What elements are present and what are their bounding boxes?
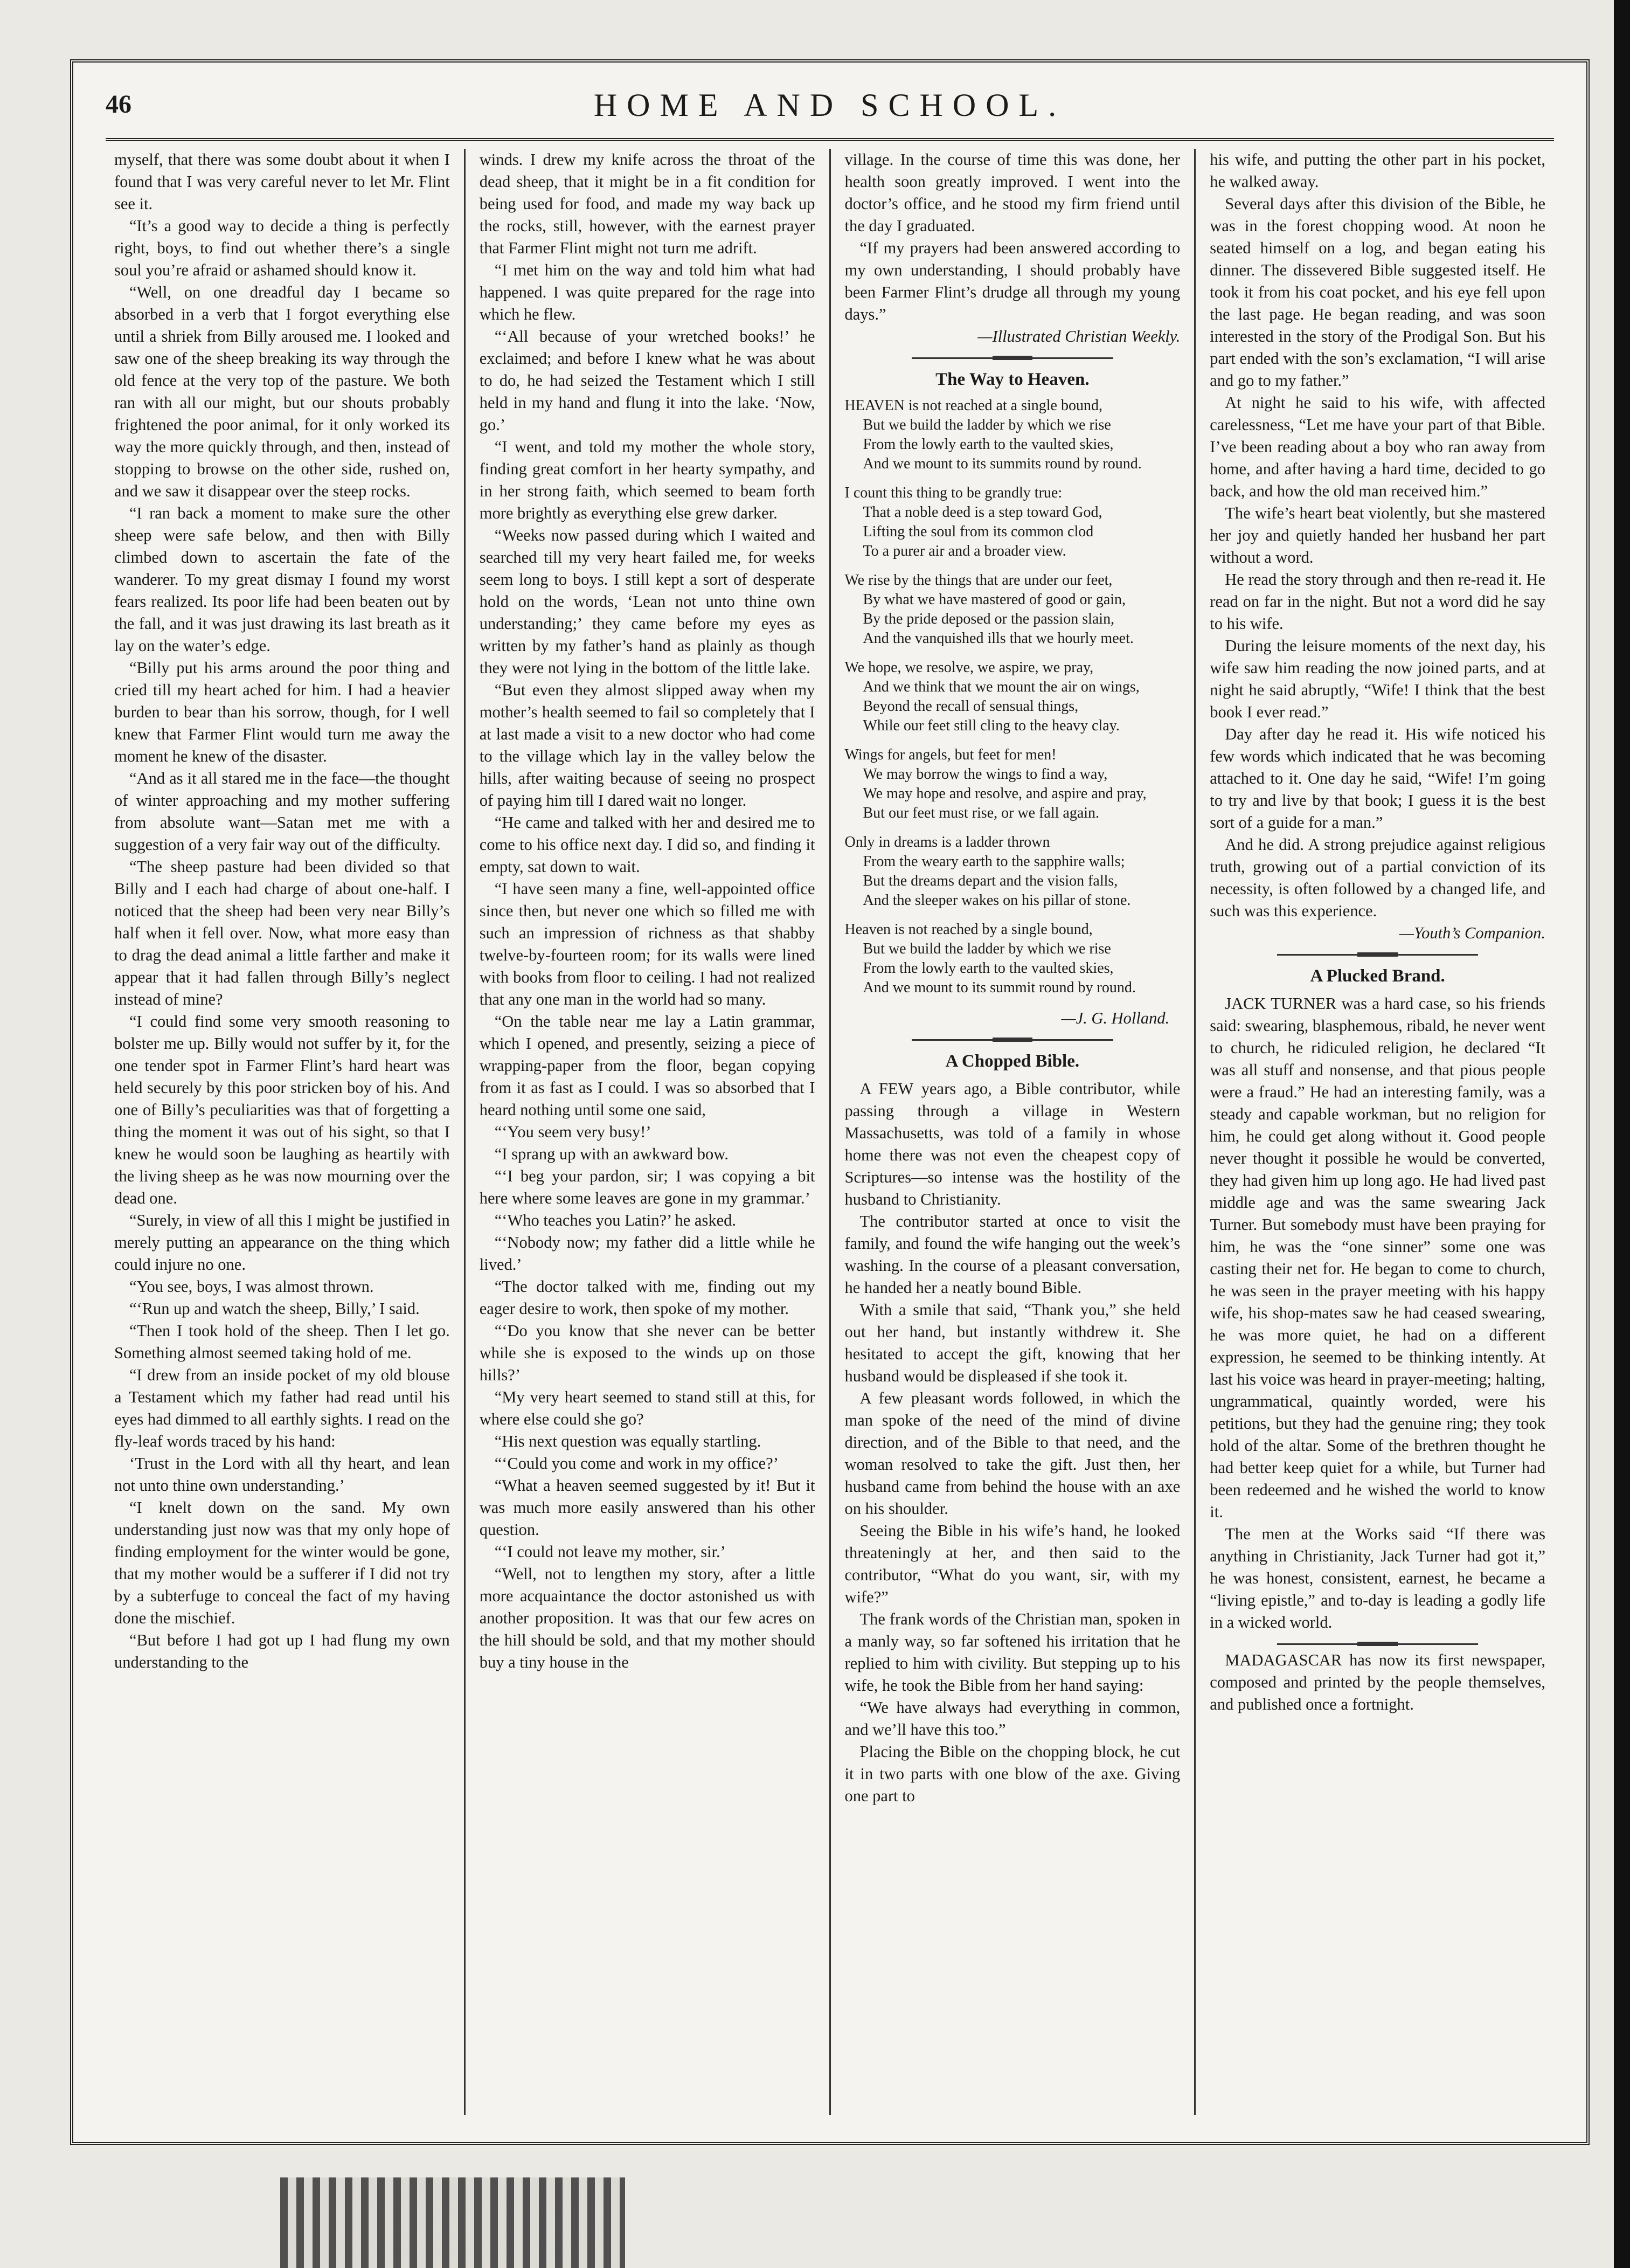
paragraph: The wife’s heart beat violently, but she mastered her joy and quietly handed her husband her part without a word. bbox=[1210, 504, 1545, 566]
paragraph: During the leisure moments of the next day, his wife saw him reading the now joined parts, and at night he said abruptly, “Wife! I think that the best book I ever read.” bbox=[1210, 637, 1545, 721]
paragraph: “What a heaven seemed suggested by it! But it was much more easily answered than his other question. bbox=[479, 1476, 815, 1539]
poem-line: From the weary earth to the sapphire walls; bbox=[863, 853, 1125, 870]
paragraph: A few pleasant words followed, in which the man spoke of the need of the mind of divine direction, and of the Bible to that need, and the woman resolved to take the gift. Just then, her husband came from behind the house with an axe on his shoulder. bbox=[844, 1389, 1181, 1518]
poem-line: And the sleeper wakes on his pillar of stone. bbox=[863, 892, 1131, 909]
column-3 bbox=[829, 149, 1195, 2115]
poem-line: That a noble deed is a step toward God, bbox=[863, 504, 1102, 521]
poem-stanza bbox=[845, 571, 1181, 648]
paragraph: A FEW years ago, a Bible contributor, while passing through a village in Western Massachusetts, was told of a family in whose home there was not even the cheapest copy of Scriptures—so intense was the hostility of the husband to Christianity. bbox=[844, 1080, 1181, 1208]
poem-line: But we build the ladder by which we rise bbox=[863, 417, 1111, 433]
paragraph: “‘I beg your pardon, sir; I was copying a bit here where some leaves are gone in my grammar.’ bbox=[479, 1167, 815, 1207]
article-title-chopped-bible: A Chopped Bible. bbox=[945, 1052, 1080, 1071]
paragraph: “I met him on the way and told him what had happened. I was quite prepared for the rage into which he flew. bbox=[479, 261, 815, 323]
paragraph: JACK TURNER was a hard case, so his friends said: swearing, blasphemous, ribald, he never went to church, he ridiculed religion, he declared “It was all stuff and nonsense, and that pious people were a fraud.” He had an interesting family, was a steady and capable workman, but no religion for him, he could get along without it. Good people never thought it possible he would be converted, they had given him up long ago. He had lived past middle age and was the same swearing Jack Turner. But somebody must have been praying for him, he was the “one sinner” some one was casting their net for. He began to come to church, he was seen in the prayer meeting with his happy wife, his shop-mates saw he had ceased swearing, he was more quiet, he had on a different expression, he seemed to be thinking intently. At last his voice was heard in prayer-meeting; halting, ungrammatical, quaintly worded, were his petitions, but they had the genuine ring; they took hold of the altar. Some of the brethren thought he had better keep quiet for a while, but Turner had been redeemed and he wished the world to know it. bbox=[1210, 994, 1545, 1521]
paragraph: Day after day he read it. His wife noticed his few words which indicated that he was becoming attached to it. One day he said, “Wife! I’m going to try and live by that book; I guess it is the best sort of a guide for a man.” bbox=[1210, 725, 1545, 832]
paragraph: “I sprang up with an awkward bow. bbox=[494, 1145, 729, 1163]
poem-line: From the lowly earth to the vaulted skies, bbox=[863, 436, 1114, 453]
paragraph: his wife, and putting the other part in his pocket, he walked away. bbox=[1210, 150, 1545, 191]
paragraph: “‘All because of your wretched books!’ he exclaimed; and before I knew what he was about to do, he had seized the Testament which I still held in my hand and flung it into the lake. ‘Now, go.’ bbox=[479, 327, 815, 434]
poem-line: Wings for angels, but feet for men! bbox=[844, 746, 1057, 763]
poem-author: —J. G. Holland. bbox=[1061, 1009, 1170, 1027]
paragraph: At night he said to his wife, with affected carelessness, “Let me have your part of that Bible. I’ve been reading about a boy who ran away from home, and after having a hard time, decided to go back, and how the old man received him.” bbox=[1210, 393, 1545, 500]
paragraph: With a smile that said, “Thank you,” she held out her hand, but instantly withdrew it. She hesitated to accept the gift, knowing that her husband would be displeased if she took it. bbox=[844, 1301, 1181, 1385]
paragraph: “And as it all stared me in the face—the thought of winter approaching and my mother suffering from absolute want—Satan met me with a suggestion of a very fair way out of the difficulty. bbox=[114, 769, 450, 854]
paragraph: “Surely, in view of all this I might be justified in merely putting an appearance on the thing which could injure no one. bbox=[114, 1211, 450, 1274]
paragraph: “Then I took hold of the sheep. Then I let go. Something almost seemed taking hold of me. bbox=[114, 1322, 450, 1362]
paragraph: “‘Run up and watch the sheep, Billy,’ I said. bbox=[129, 1299, 420, 1318]
poem-stanza bbox=[845, 833, 1181, 910]
paragraph: The frank words of the Christian man, spoken in a manly way, so far softened his irritation that he replied to him with civility. But stepping up to his wife, he took the Bible from her hand saying: bbox=[844, 1610, 1181, 1695]
paragraph: “I drew from an inside pocket of my old blouse a Testament which my father had read until his eyes had dimmed to all earthly sights. I read on the fly-leaf words traced by his hand: bbox=[114, 1366, 450, 1450]
paragraph: “‘Could you come and work in my office?’ bbox=[494, 1454, 779, 1472]
paragraph: “I could find some very smooth reasoning to bolster me up. Billy would not suffer by it, for the one tender spot in Farmer Flint’s hard heart was held securely by this poor stricken boy of his. And one of Billy’s peculiarities was that of forgetting a thing the moment it was out of his sight, so that I knew he would soon be laughing as heartily with the living sheep as he was now mourning over the dead one. bbox=[114, 1012, 450, 1207]
poem-stanza bbox=[845, 483, 1181, 561]
poem-line: We hope, we resolve, we aspire, we pray, bbox=[844, 659, 1094, 676]
poem-line: We may borrow the wings to find a way, bbox=[863, 766, 1108, 783]
poem-line: But the dreams depart and the vision falls, bbox=[863, 873, 1118, 889]
paragraph: “‘Do you know that she never can be better while she is exposed to the winds up on those hills?’ bbox=[479, 1322, 815, 1384]
paragraph: “It’s a good way to decide a thing is perfectly right, boys, to find out whether there’s a single soul you’re afraid or ashamed should know it. bbox=[114, 217, 450, 279]
paragraph: “But before I had got up I had flung my own understanding to the bbox=[114, 1631, 450, 1671]
poem-line: From the lowly earth to the vaulted skies, bbox=[863, 960, 1114, 977]
poem-line: And the vanquished ills that we hourly meet. bbox=[863, 630, 1134, 647]
divider bbox=[1277, 954, 1479, 956]
page-header bbox=[106, 84, 1554, 141]
paragraph: “‘Nobody now; my father did a little while he lived.’ bbox=[479, 1233, 815, 1274]
paragraph: And he did. A strong prejudice against religious truth, growing out of a partial conviction of its necessity, is often followed by a changed life, and such was this experience. bbox=[1210, 835, 1545, 920]
paragraph: Several days after this division of the Bible, he was in the forest chopping wood. At noon he seated himself on a log, and began eating his dinner. The dissevered Bible suggested itself. He took it from his coat pocket, and his eye fell upon the last page. He began reading, and was soon interested in the story of the Prodigal Son. But his part ended with the son’s exclamation, “I will arise and go to my father.” bbox=[1210, 195, 1545, 390]
poem-line: Lifting the soul from its common clod bbox=[863, 523, 1094, 540]
paragraph: “On the table near me lay a Latin grammar, which I opened, and presently, seizing a piece of wrapping-paper from the floor, began copying from it as fast as I could. I was so absorbed that I heard nothing until some one said, bbox=[479, 1012, 815, 1119]
column-4 bbox=[1194, 149, 1559, 2115]
text-columns bbox=[100, 149, 1559, 2115]
newspaper-page bbox=[70, 59, 1590, 2145]
paragraph: “His next question was equally startling. bbox=[494, 1432, 761, 1450]
source-credit: —Youth’s Companion. bbox=[1399, 924, 1545, 942]
paragraph: “‘I could not leave my mother, sir.’ bbox=[494, 1543, 726, 1561]
page-number: 46 bbox=[106, 90, 131, 119]
poem-stanza bbox=[845, 396, 1181, 474]
paragraph: “Well, not to lengthen my story, after a little more acquaintance the doctor astonished us with another proposition. It was that our few acres on the hill should be sold, and that my mother should buy a tiny house in the bbox=[479, 1565, 815, 1671]
paragraph: He read the story through and then re-read it. He read on far in the night. But not a word did he say to his wife. bbox=[1210, 570, 1545, 633]
poem-stanza bbox=[845, 658, 1181, 736]
poem-line: But we build the ladder by which we rise bbox=[863, 941, 1111, 957]
paragraph: “Well, on one dreadful day I became so absorbed in a verb that I forgot everything else until a shriek from Billy aroused me. I looked and saw one of the sheep breaking its way through the old fence at the very top of the pasture. We both ran with all our might, but our shouts probably frightened the poor animal, for it only worked its way the more quickly through, and then, instead of stopping to browse on the other side, rushed on, and we saw it disappear over the steep rocks. bbox=[114, 283, 450, 500]
paragraph: ‘Trust in the Lord with all thy heart, and lean not unto thine own understanding.’ bbox=[114, 1454, 450, 1495]
poem-line: By the pride deposed or the passion slain, bbox=[863, 611, 1115, 627]
poem-stanza bbox=[845, 920, 1181, 998]
paragraph: myself, that there was some doubt about it when I found that I was very careful never to let Mr. Flint see it. bbox=[114, 150, 450, 213]
divider bbox=[1277, 1643, 1479, 1645]
paragraph: “The sheep pasture had been divided so that Billy and I each had charge of about one-half. I noticed that the sheep had been very near Billy’s half when it fell over. Now, what more easy than to drag the dead animal a little farther and make it appear that it had fallen through Billy’s neglect instead of mine? bbox=[114, 858, 450, 1008]
poem-line: And we think that we mount the air on wings, bbox=[863, 679, 1140, 695]
paragraph: Seeing the Bible in his wife’s hand, he looked threateningly at her, and then said to the contributor, “What do you want, sir, with my wife?” bbox=[844, 1522, 1181, 1606]
poem-line: Only in dreams is a ladder thrown bbox=[844, 834, 1050, 850]
poem-line: To a purer air and a broader view. bbox=[863, 543, 1066, 559]
paragraph: “He came and talked with her and desired me to come to his office next day. I did so, and finding it empty, sat down to wait. bbox=[479, 813, 815, 876]
poem-line: I count this thing to be grandly true: bbox=[844, 485, 1063, 501]
paragraph: Placing the Bible on the chopping block, he cut it in two parts with one blow of the axe. Giving one part to bbox=[844, 1743, 1181, 1805]
paragraph: “I went, and told my mother the whole story, finding great comfort in her hearty sympathy, and in her strong faith, which seemed to beam forth more brightly as everything else grew darker. bbox=[479, 438, 815, 522]
paragraph: “The doctor talked with me, finding out my eager desire to work, then spoke of my mother. bbox=[479, 1277, 815, 1318]
paragraph: “We have always had everything in common, and we’ll have this too.” bbox=[844, 1698, 1181, 1739]
paragraph: “I knelt down on the sand. My own understanding just now was that my only hope of finding employment for the winter would be gone, that my mother would be a sufferer if I did not try by a subterfuge to conceal the fact of my having done the mischief. bbox=[114, 1498, 450, 1627]
scan-artifact bbox=[280, 2177, 625, 2268]
paragraph: “You see, boys, I was almost thrown. bbox=[129, 1277, 374, 1296]
poem-body bbox=[845, 396, 1181, 998]
paragraph: “But even they almost slipped away when my mother’s health seemed to fail so completely that I at last made a visit to a new doctor who had come to the village which lay in the valley below the hills, after waiting because of seeing no prospect of paying him till I dared wait no longer. bbox=[479, 681, 815, 810]
column-1 bbox=[100, 149, 464, 2115]
paragraph: The men at the Works said “If there was anything in Christianity, Jack Turner had got it,” he was honest, consistent, earnest, he became a “living epistle,” and to-day is leading a godly life in a wicked world. bbox=[1210, 1525, 1545, 1631]
paragraph: “I ran back a moment to make sure the other sheep were safe below, and then with Billy climbed down to ascertain the fate of the wanderer. To my great dismay I found my worst fears realized. Its poor life had been beaten out by the fall, and it was just drawing its last breath as it lay on the water’s edge. bbox=[114, 504, 450, 655]
paragraph: “If my prayers had been answered according to my own understanding, I should probably have been Farmer Flint’s drudge all through my young days.” bbox=[844, 239, 1181, 323]
article-title-plucked-brand: A Plucked Brand. bbox=[1310, 966, 1445, 986]
poem-line: Beyond the recall of sensual things, bbox=[863, 698, 1079, 715]
paragraph: “My very heart seemed to stand still at this, for where else could she go? bbox=[479, 1388, 815, 1428]
paragraph: “I have seen many a fine, well-appointed office since then, but never one which so filled me with such an impression of richness as that shabby twelve-by-fourteen room; for its walls were lined with books from floor to ceiling. I had not realized that any one man in the world had so many. bbox=[479, 880, 815, 1008]
poem-line: And we mount to its summit round by round. bbox=[863, 979, 1136, 996]
paragraph: village. In the course of time this was done, her health soon greatly improved. I went into the doctor’s office, and he stood my firm friend until the day I graduated. bbox=[844, 150, 1181, 235]
poem-line: But our feet must rise, or we fall again. bbox=[863, 805, 1100, 821]
paragraph: “‘You seem very busy!’ bbox=[494, 1123, 651, 1141]
divider bbox=[912, 1039, 1113, 1041]
page-edge-shadow bbox=[1614, 0, 1630, 2268]
divider bbox=[912, 357, 1113, 359]
paragraph: winds. I drew my knife across the throat of the dead sheep, that it might be in a fit condition for being used for food, and made my way back up the rocks, still, however, with the earnest prayer that Farmer Flint might not turn me adrift. bbox=[479, 150, 815, 257]
poem-line: We rise by the things that are under our feet, bbox=[844, 572, 1113, 589]
poem-line: And we mount to its summits round by round. bbox=[863, 455, 1142, 472]
paragraph: “Billy put his arms around the poor thing and cried till my heart ached for him. I had a heavier burden to bear than his sorrow, though, for I well knew that Farmer Flint would turn me away the moment he knew of the disaster. bbox=[114, 659, 450, 765]
paragraph: “‘Who teaches you Latin?’ he asked. bbox=[494, 1211, 737, 1229]
paragraph: The contributor started at once to visit the family, and found the wife hanging out the week’s washing. In the course of a pleasant conversation, he handed her a neatly bound Bible. bbox=[844, 1212, 1181, 1297]
column-2 bbox=[464, 149, 829, 2115]
poem-line: By what we have mastered of good or gain, bbox=[863, 591, 1126, 608]
madagascar-note: MADAGASCAR has now its first newspaper, composed and printed by the people themselves, and published once a fortnight. bbox=[1210, 1651, 1545, 1713]
poem-line: Heaven is not reached by a single bound, bbox=[844, 921, 1093, 938]
poem-line: HEAVEN is not reached at a single bound, bbox=[844, 397, 1102, 414]
poem-line: We may hope and resolve, and aspire and pray, bbox=[863, 785, 1147, 802]
poem-stanza bbox=[845, 745, 1181, 823]
poem-title: The Way to Heaven. bbox=[935, 370, 1090, 389]
journal-title: HOME AND SCHOOL. bbox=[593, 87, 1066, 123]
source-credit: —Illustrated Christian Weekly. bbox=[977, 327, 1181, 345]
poem-line: While our feet still cling to the heavy clay. bbox=[863, 717, 1120, 734]
paragraph: “Weeks now passed during which I waited and searched till my very heart failed me, for weeks seem long to boys. I still kept a sort of desperate hold on the words, ‘Lean not unto thine own understanding;’ they came before my eyes as written by my father’s hand as plainly as though they were not lying in the bottom of the little lake. bbox=[479, 526, 815, 677]
